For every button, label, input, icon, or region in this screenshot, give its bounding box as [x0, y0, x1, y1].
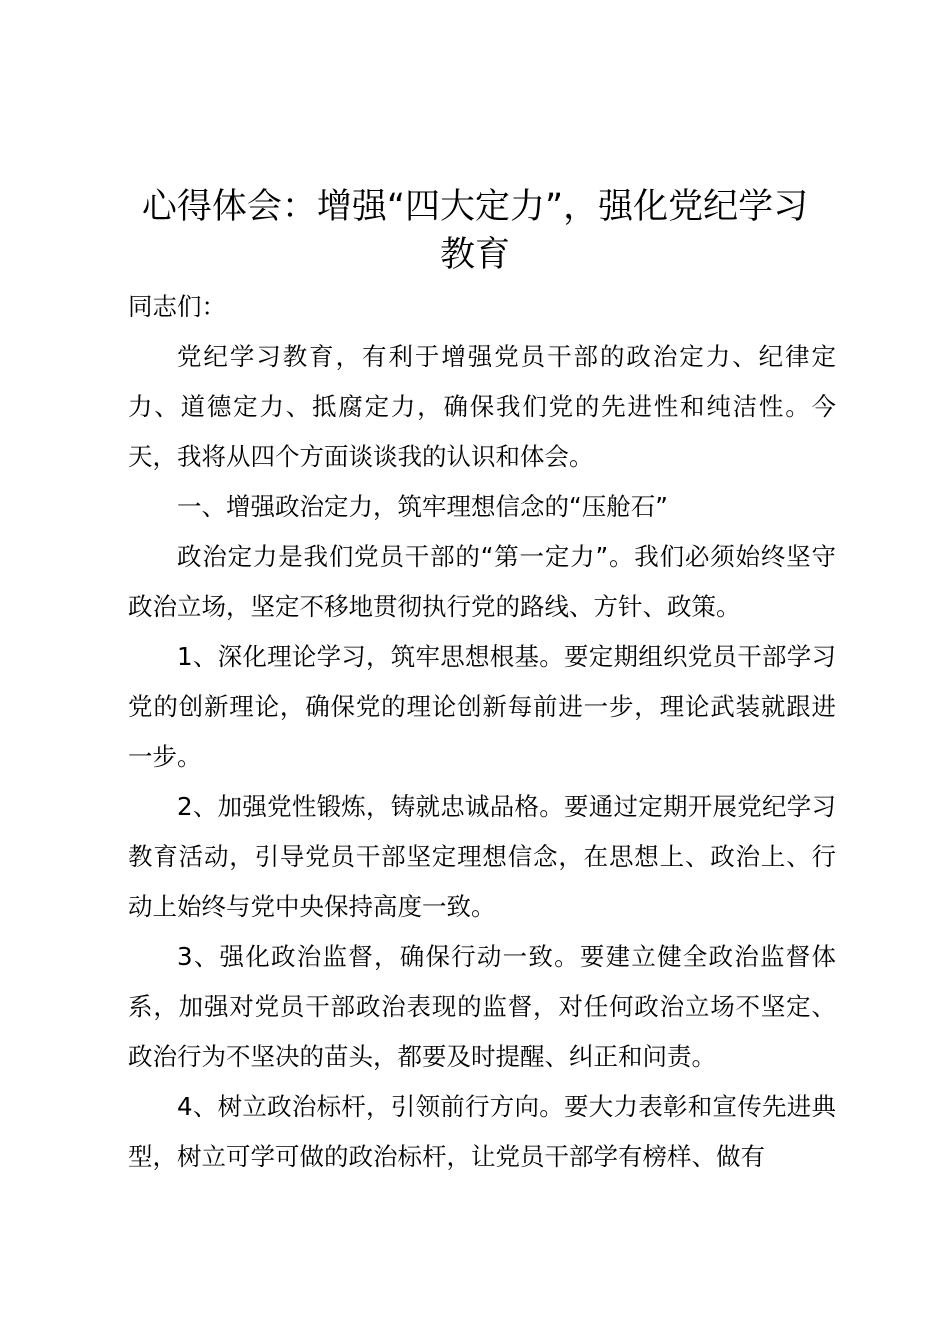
section-heading-1: 一、增强政治定力，筑牢理想信念的“压舱石” [177, 492, 668, 521]
title-line-1: 心得体会：增强“四大定力”，强化党纪学习 [141, 187, 809, 227]
document-body [128, 282, 836, 1182]
title-line-2: 教育 [439, 235, 510, 275]
paragraph-point-4: 4、树立政治标杆，引领前行方向。要大力表彰和宣传先进典型，树立可学可做的政治标杆，让党员干部学有榜样、做有 [128, 1092, 836, 1171]
paragraph-political-stability: 政治定力是我们党员干部的“第一定力”。我们必须始终坚守政治立场，坚定不移地贯彻执行党的路线、方针、政策。 [128, 542, 836, 621]
paragraph-point-3: 3、强化政治监督，确保行动一致。要建立健全政治监督体系，加强对党员干部政治表现的监督，对任何政治立场不坚定、政治行为不坚决的苗头，都要及时提醒、纠正和问责。 [128, 942, 836, 1071]
intro-paragraph: 党纪学习教育，有利于增强党员干部的政治定力、纪律定力、道德定力、抵腐定力，确保我们党的先进性和纯洁性。今天，我将从四个方面谈谈我的认识和体会。 [128, 342, 836, 471]
document-title [100, 183, 850, 279]
paragraph-point-1: 1、深化理论学习，筑牢思想根基。要定期组织党员干部学习党的创新理论，确保党的理论创新每前进一步，理论武装就跟进一步。 [128, 642, 836, 771]
salutation: 同志们： [128, 292, 226, 321]
paragraph-point-2: 2、加强党性锻炼，铸就忠诚品格。要通过定期开展党纪学习教育活动，引导党员干部坚定理想信念，在思想上、政治上、行动上始终与党中央保持高度一致。 [128, 792, 836, 921]
